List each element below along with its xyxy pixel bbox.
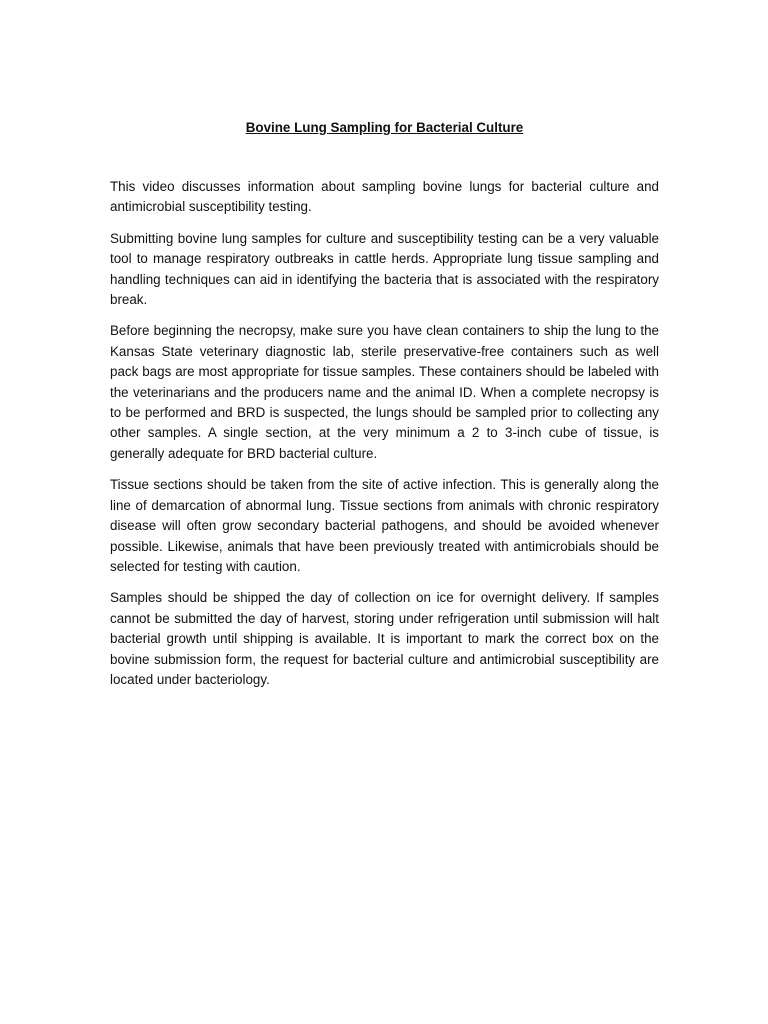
paragraph-tissue-sections: Tissue sections should be taken from the site of active infection. This is generally along the line of demarcation of abnormal lung. Tissue sections from animals with chronic respiratory disease will often grow secondary bacterial pathogens, and should be avoided whenever possible. Likewise, animals that have been previously treated with antimicrobials should be selected for testing with caution.	[110, 477, 659, 574]
paragraph-before-necropsy: Before beginning the necropsy, make sure you have clean containers to ship the lung to the Kansas State veterinary diagnostic lab, sterile preservative-free containers such as well pack bags are most appropriate for tissue samples. These containers should be labeled with the veterinarians and the producers name and the animal ID. When a complete necropsy is to be performed and BRD is suspected, the lungs should be sampled prior to collecting any other samples. A single section, at the very minimum a 2 to 3-inch cube of tissue, is generally adequate for BRD bacterial culture.	[110, 323, 659, 461]
paragraph-intro: This video discusses information about sampling bovine lungs for bacterial culture and antimicrobial susceptibility testing.	[110, 179, 659, 215]
document-title: Bovine Lung Sampling for Bacterial Culture	[245, 120, 524, 135]
paragraph-shipping: Samples should be shipped the day of collection on ice for overnight delivery. If samples cannot be submitted the day of harvest, storing under refrigeration until submission will halt bacterial growth until shipping is available. It is important to mark the correct box on the bovine submission form, the request for bacterial culture and antimicrobial susceptibility are located under bacteriology.	[110, 590, 659, 687]
paragraph-submitting-samples: Submitting bovine lung samples for culture and susceptibility testing can be a very valuable tool to manage respiratory outbreaks in cattle herds. Appropriate lung tissue sampling and handling techniques can aid in identifying the bacteria that is associated with the respiratory break.	[110, 230, 659, 308]
document-body	[110, 118, 659, 690]
